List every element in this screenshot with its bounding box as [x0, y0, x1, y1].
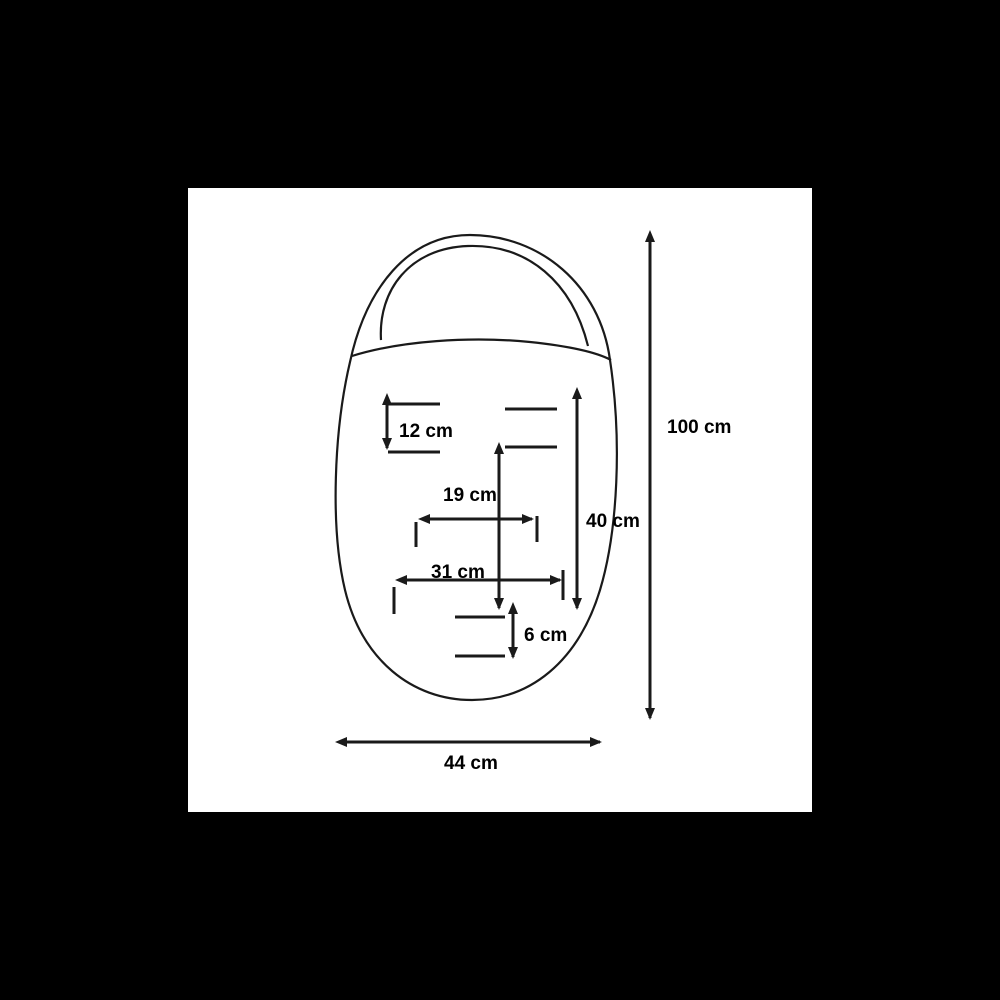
- hood-top-path: [381, 246, 588, 346]
- dimension-label-40cm: 40 cm: [586, 511, 640, 532]
- dimension-label-31cm: 31 cm: [431, 562, 485, 583]
- dimension-height-total: [650, 240, 731, 718]
- dimension-height-bottom-offset: [513, 612, 567, 657]
- body-outline-path: [336, 235, 617, 700]
- body-outline-group: [336, 235, 617, 700]
- dimension-label-6cm: 6 cm: [524, 625, 568, 646]
- hood-seam-path: [352, 340, 611, 360]
- dimension-label-44cm: 44 cm: [444, 753, 498, 774]
- dimension-label-12cm: 12 cm: [399, 421, 453, 442]
- dimension-width-upper: [428, 485, 532, 519]
- dimension-height-inner: [577, 397, 640, 608]
- dimension-label-19cm: 19 cm: [443, 485, 497, 506]
- dimension-height-top-offset: [387, 403, 453, 448]
- dimension-width-lower: [405, 562, 560, 583]
- dimension-label-100cm: 100 cm: [667, 417, 732, 438]
- dimension-width-total: [345, 742, 600, 774]
